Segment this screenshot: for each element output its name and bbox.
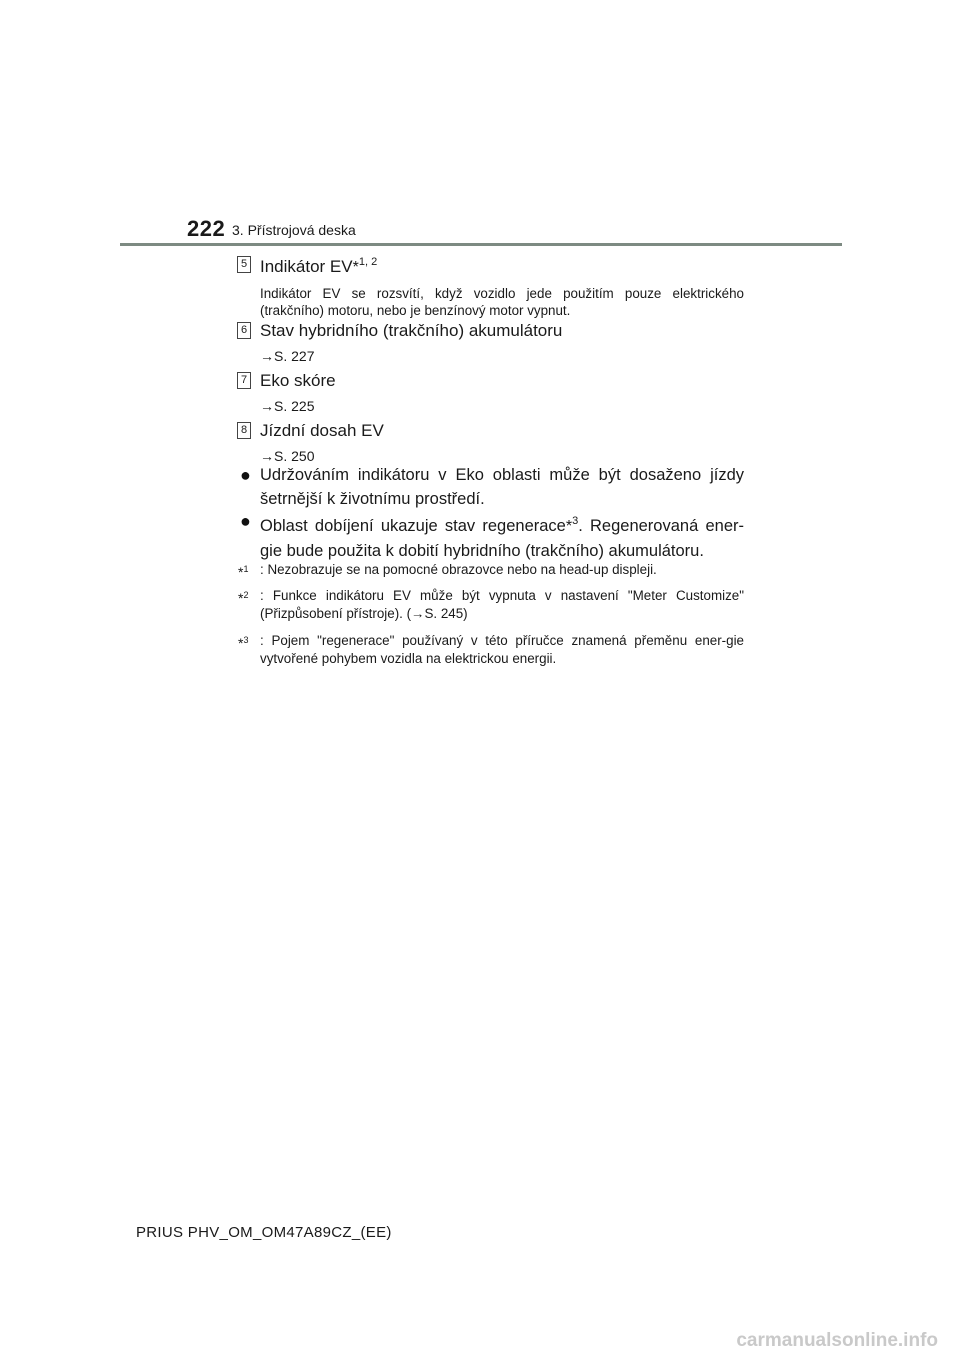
bullet-superscript: 3 [572,515,579,527]
item-number-5: 5 [237,256,251,273]
item-number-8: 8 [237,422,251,439]
item-reference-eco-score[interactable]: →S. 225 [260,398,315,414]
footer-document-code: PRIUS PHV_OM_OM47A89CZ_(EE) [136,1224,392,1241]
bullet-text-before: Oblast dobíjení ukazuje stav regenerace [260,517,566,535]
bullet-item [240,509,744,563]
footnote-text: : Funkce indikátoru EV může být vypnuta v nastavení "Meter Customize" (Přizpůsobení přístroje). (→S. 245) [260,588,744,621]
bullet-text [260,509,744,563]
bullet-text: Udržováním indikátoru v Eko oblasti může být dosaženo jízdy šetrnější k životnímu prostředí. [260,466,744,508]
item-title-eco-score: Eko skóre [260,371,336,390]
footnote-mark [238,632,260,667]
footnote-number: 1 [243,564,249,574]
item-title-battery-status: Stav hybridního (trakčního) akumulátoru [260,321,563,340]
chapter-title: 3. Přístrojová deska [232,222,356,238]
item-number-6: 6 [237,322,251,339]
bullet-item [240,463,744,511]
item-title-superscript: 1, 2 [358,256,378,268]
item-number-7: 7 [237,372,251,389]
footnote-number: 3 [243,635,249,645]
asterisk-icon: * [352,259,359,276]
footnote-mark [238,587,260,622]
header-divider [120,243,842,246]
asterisk-icon: * [238,635,244,651]
item-description-ev-indicator: Indikátor EV se rozsvítí, když vozidlo jede použitím pouze elektrického (trakčního) motoru, nebo je benzínový motor vypnut. [260,286,744,318]
asterisk-icon: * [238,564,244,580]
footnote-mark [238,561,260,581]
item-title-text: Indikátor EV [260,257,353,276]
footnote-text: : Nezobrazuje se na pomocné obrazovce nebo na head-up displeji. [260,562,657,577]
footnote-text: : Pojem "regenerace" používaný v této příručce znamená přeměnu ener-gie vytvořené pohybem vozidla na elektrickou energii. [260,633,744,666]
bullet-icon: ● [240,465,251,485]
asterisk-icon: * [238,590,244,606]
footnote-2 [238,587,744,622]
item-reference-ev-range[interactable]: →S. 250 [260,448,315,464]
item-title-ev-range: Jízdní dosah EV [260,421,384,440]
watermark: carmanualsonline.info [736,1330,938,1351]
asterisk-icon: * [565,518,573,535]
bullet-text-after: . Regenerovaná ener-gie bude použita k dobití hybridního (trakčního) akumulátoru. [260,517,744,560]
item-reference-battery-status[interactable]: →S. 227 [260,348,315,364]
footnote-3 [238,632,744,667]
footnote-1 [238,561,744,581]
footnote-number: 2 [243,590,249,600]
bullet-icon: ● [240,511,251,531]
item-title-ev-indicator [260,256,377,277]
page-number: 222 [187,216,226,241]
